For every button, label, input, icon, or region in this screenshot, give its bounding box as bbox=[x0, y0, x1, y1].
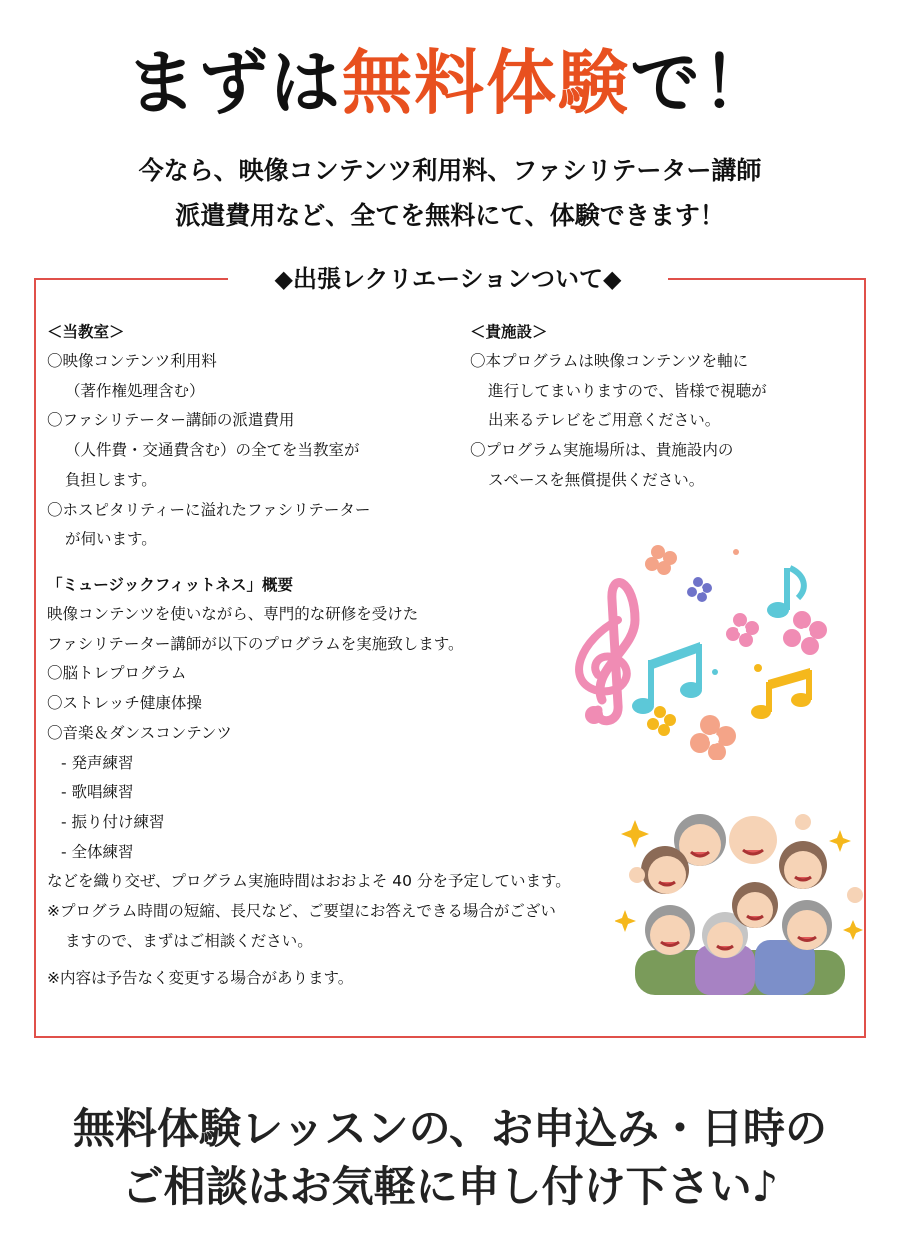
senior-face-icon bbox=[641, 846, 689, 894]
closing-message bbox=[0, 1100, 900, 1216]
raised-fist-icon bbox=[847, 887, 863, 903]
program-heading: 「ミュージックフィットネス」概要 bbox=[47, 576, 293, 594]
our-school-heading: ＜当教室＞ bbox=[47, 323, 125, 341]
senior-face-icon bbox=[645, 905, 695, 955]
program-line: などを織り交ぜ、プログラム実施時間はおおよそ 40 分を予定しています。 bbox=[47, 872, 571, 891]
senior-face-icon bbox=[779, 841, 827, 889]
flower-icon bbox=[726, 613, 759, 647]
program-subitem: - 振り付け練習 bbox=[61, 812, 165, 831]
your-facility-column bbox=[470, 317, 830, 496]
subhead bbox=[0, 148, 900, 238]
your-facility-heading: ＜貴施設＞ bbox=[470, 323, 548, 341]
headline-suffix: で！ bbox=[630, 42, 774, 124]
section-title: ◆出張レクリエーションついて◆ bbox=[228, 262, 668, 296]
our-school-line: 〇ホスピタリティーに溢れたファシリテーター bbox=[47, 500, 371, 519]
our-school-column bbox=[47, 317, 447, 555]
subhead-line-1: 今なら、映像コンテンツ利用料、ファシリテーター講師 bbox=[138, 156, 762, 185]
raised-fist-icon bbox=[629, 867, 645, 883]
flower-icon bbox=[687, 577, 712, 602]
program-item: 〇脳トレプログラム bbox=[47, 664, 187, 683]
our-school-line: （人件費・交通費含む）の全てを当教室が bbox=[65, 441, 360, 460]
headline-prefix: まずは bbox=[126, 42, 342, 124]
program-line: ファシリテーター講師が以下のプログラムを実施致します。 bbox=[47, 634, 464, 653]
your-facility-line: 進行してまいりますので、皆様で視聴が bbox=[488, 381, 767, 400]
dot-icon bbox=[712, 669, 718, 675]
program-item: 〇ストレッチ健康体操 bbox=[47, 694, 202, 713]
headline bbox=[0, 38, 900, 128]
flower-icon bbox=[645, 545, 677, 575]
our-school-line: が伺います。 bbox=[65, 530, 157, 549]
your-facility-line: 〇本プログラムは映像コンテンツを軸に bbox=[470, 352, 749, 370]
our-school-line: （著作権処理含む） bbox=[65, 381, 205, 400]
program-line: ※プログラム時間の短縮、長尺など、ご要望にお答えできる場合がござい bbox=[47, 902, 556, 921]
closing-line-2: ご相談はお気軽に申し付け下さい♪ bbox=[121, 1162, 779, 1211]
senior-face-icon bbox=[782, 900, 832, 950]
our-school-line: 負担します。 bbox=[65, 470, 157, 489]
senior-face-icon bbox=[729, 816, 777, 864]
beamed-note-blue-icon bbox=[632, 642, 702, 714]
dot-icon bbox=[754, 664, 762, 672]
disclaimer-note: ※内容は予告なく変更する場合があります。 bbox=[47, 969, 354, 987]
cheering-seniors-group-illustration bbox=[615, 800, 865, 995]
your-facility-line: スペースを無償提供ください。 bbox=[488, 470, 705, 489]
closing-line-1: 無料体験レッスンの、お申込み・日時の bbox=[73, 1104, 827, 1153]
our-school-line: 〇映像コンテンツ利用料 bbox=[47, 352, 217, 370]
dot-icon bbox=[733, 549, 739, 555]
your-facility-line: 〇プログラム実施場所は、貴施設内の bbox=[470, 441, 734, 460]
program-line: 映像コンテンツを使いながら、専門的な研修を受けた bbox=[47, 605, 419, 623]
headline-highlight: 無料体験 bbox=[342, 42, 630, 124]
subhead-line-2: 派遣費用など、全てを無料にて、体験できます！ bbox=[175, 201, 725, 230]
beamed-note-yellow-icon bbox=[751, 668, 812, 719]
treble-clef-icon bbox=[579, 583, 635, 721]
program-line: ますので、まずはご相談ください。 bbox=[65, 931, 313, 950]
program-subitem: - 発声練習 bbox=[61, 753, 134, 772]
flower-icon bbox=[783, 611, 827, 655]
program-item: 〇音楽＆ダンスコンテンツ bbox=[47, 723, 232, 742]
flower-icon bbox=[690, 715, 736, 760]
program-subitem: - 全体練習 bbox=[61, 842, 134, 861]
senior-face-icon bbox=[732, 882, 778, 928]
eighth-note-blue-icon bbox=[767, 568, 804, 618]
our-school-line: 〇ファシリテーター講師の派遣費用 bbox=[47, 411, 295, 430]
music-notes-and-flowers-illustration bbox=[540, 540, 840, 760]
your-facility-line: 出来るテレビをご用意ください。 bbox=[488, 411, 721, 430]
clef-dot-icon bbox=[585, 706, 603, 724]
program-subitem: - 歌唱練習 bbox=[61, 783, 134, 802]
raised-fist-icon bbox=[795, 814, 811, 830]
